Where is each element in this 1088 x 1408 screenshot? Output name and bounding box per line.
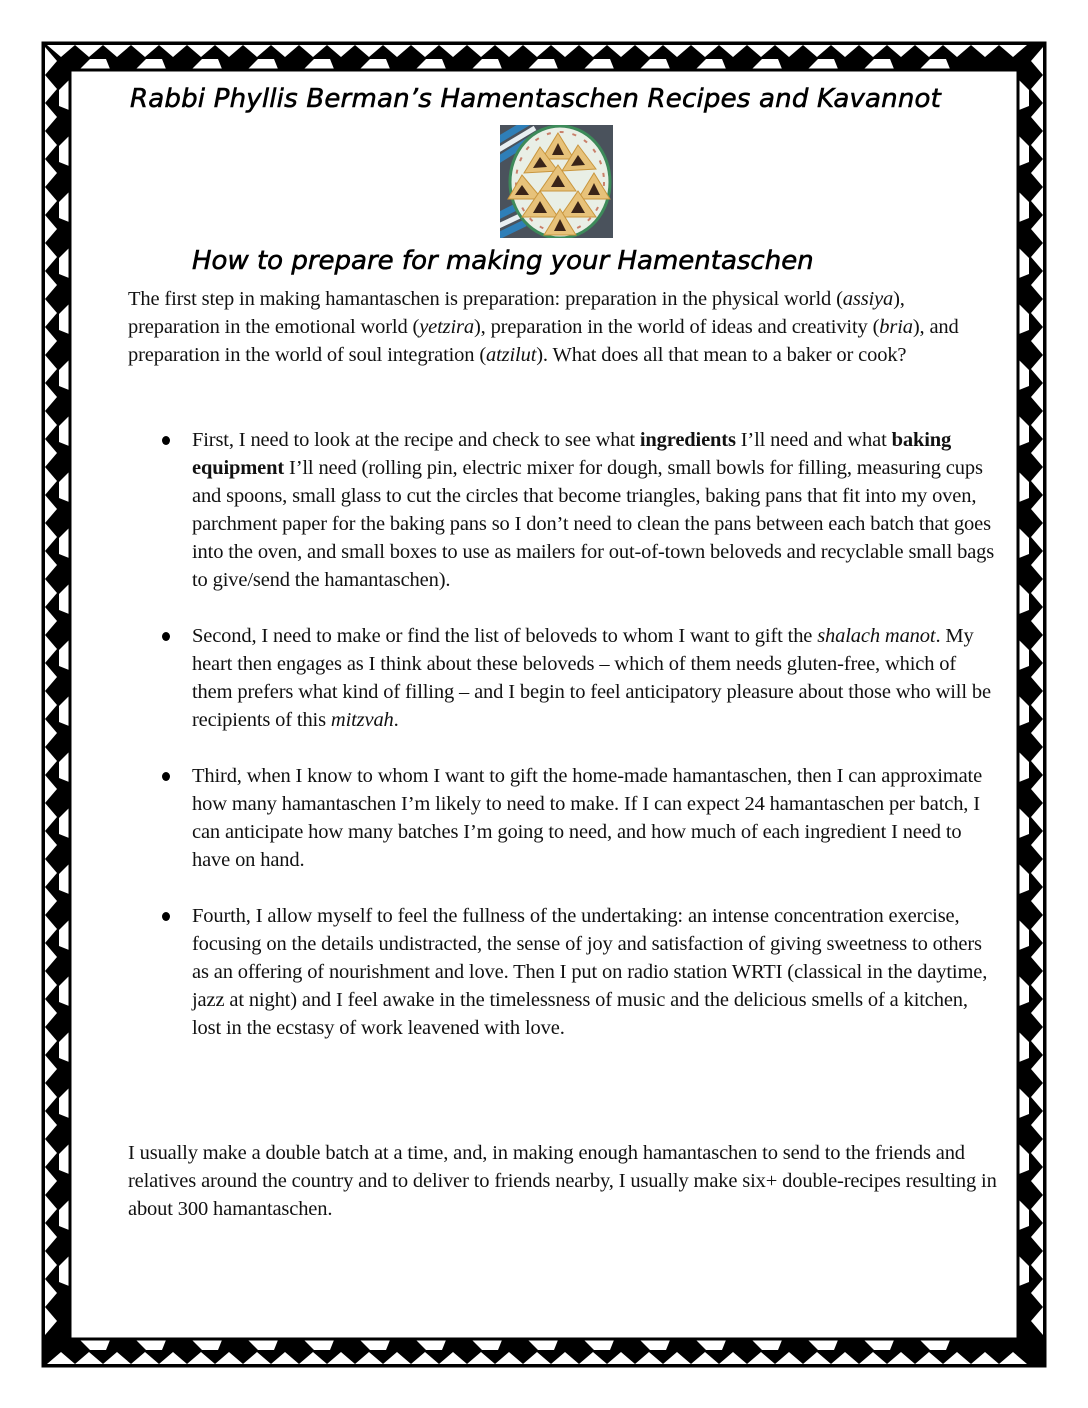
closing-paragraph: I usually make a double batch at a time, and, in making enough hamantaschen to send to the friends and relatives around the country and to deliver to friends nearby, I usually make six+ double-recipes resulting in about 300 hamantaschen. — [128, 1142, 997, 1220]
intro-paragraph — [128, 285, 998, 369]
text-run: I’ll need (rolling pin, electric mixer for dough, small bowls for filling, measuring cups and spoons, small glass to cut the circles that become triangles, baking pans that fit into my oven, parchment paper for the baking pans so I don’t need to clean the pans between each batch that goes into the oven, and small boxes to use as mailers for out-of-town beloveds and recyclable small bags to give/send the hamantaschen). — [192, 457, 995, 591]
text-run: I’ll need and what — [735, 429, 892, 451]
bullet-icon — [162, 436, 170, 445]
italic-term: yetzira — [419, 316, 474, 338]
text-run: ), preparation in the world of ideas and creativity ( — [473, 316, 880, 338]
bold-term: ingredients — [639, 429, 736, 451]
text-run: Fourth, I allow myself to feel the fullness of the undertaking: an intense concentration exercise, focusing on the details undistracted, the sense of joy and satisfaction of giving sweetness to others as an offering of nourishment and love. Then I put on radio station WRTI (classical in the daytime, jazz at night) and I feel awake in the timelessness of music and the delicious smells of a kitchen, lost in the ecstasy of work leavened with love. — [192, 905, 988, 1039]
text-run: ), preparation in the emotional world ( — [128, 288, 905, 338]
bullet-icon — [162, 772, 170, 781]
text-run: . My heart then engages as I think about these beloveds – which of them needs gluten-free, which of them prefers what kind of filling – and I begin to feel anticipatory pleasure about those who will be recipients of this — [192, 625, 991, 731]
list-item-text — [192, 625, 991, 731]
text-run: . — [393, 709, 399, 731]
italic-term: shalach manot — [817, 625, 936, 647]
text-run: First, I need to look at the recipe and check to see what — [192, 429, 640, 451]
italic-term: mitzvah — [330, 709, 394, 731]
text-run: Third, when I know to whom I want to gift the home-made hamantaschen, then I can approximate how many hamantaschen I’m likely to need to make. If I can expect 24 hamantaschen per batch, I can anticipate how many batches I’m going to need, and how much of each ingredient I need to have on hand. — [192, 765, 983, 871]
italic-term: atzilut — [486, 344, 537, 366]
list-item-text — [192, 905, 987, 1039]
italic-term: assiya — [842, 288, 894, 310]
section-subtitle: How to prepare for making your Hamentaschen — [192, 246, 814, 276]
text-run: ), and preparation in the world of soul integration ( — [128, 316, 959, 366]
bullet-icon — [162, 912, 170, 921]
list-item — [128, 902, 1000, 1042]
list-item-text — [192, 429, 994, 591]
text-run: The first step in making hamantaschen is preparation: preparation in the physical world ( — [128, 288, 843, 310]
list-item-text — [192, 765, 982, 871]
text-run: ). What does all that mean to a baker or cook? — [536, 344, 907, 366]
page-title: Rabbi Phyllis Berman’s Hamentaschen Recipes and Kavannot — [130, 84, 942, 114]
list-item — [128, 762, 1000, 874]
list-item — [128, 622, 1000, 734]
list-item — [128, 426, 1000, 594]
bullet-icon — [162, 632, 170, 641]
text-run: Second, I need to make or find the list of beloveds to whom I want to gift the — [192, 625, 818, 647]
hamentaschen-photo-icon — [500, 125, 613, 238]
italic-term: bria — [879, 316, 913, 338]
preparation-steps-list — [128, 426, 1000, 1070]
bold-term: baking equipment — [192, 429, 952, 479]
